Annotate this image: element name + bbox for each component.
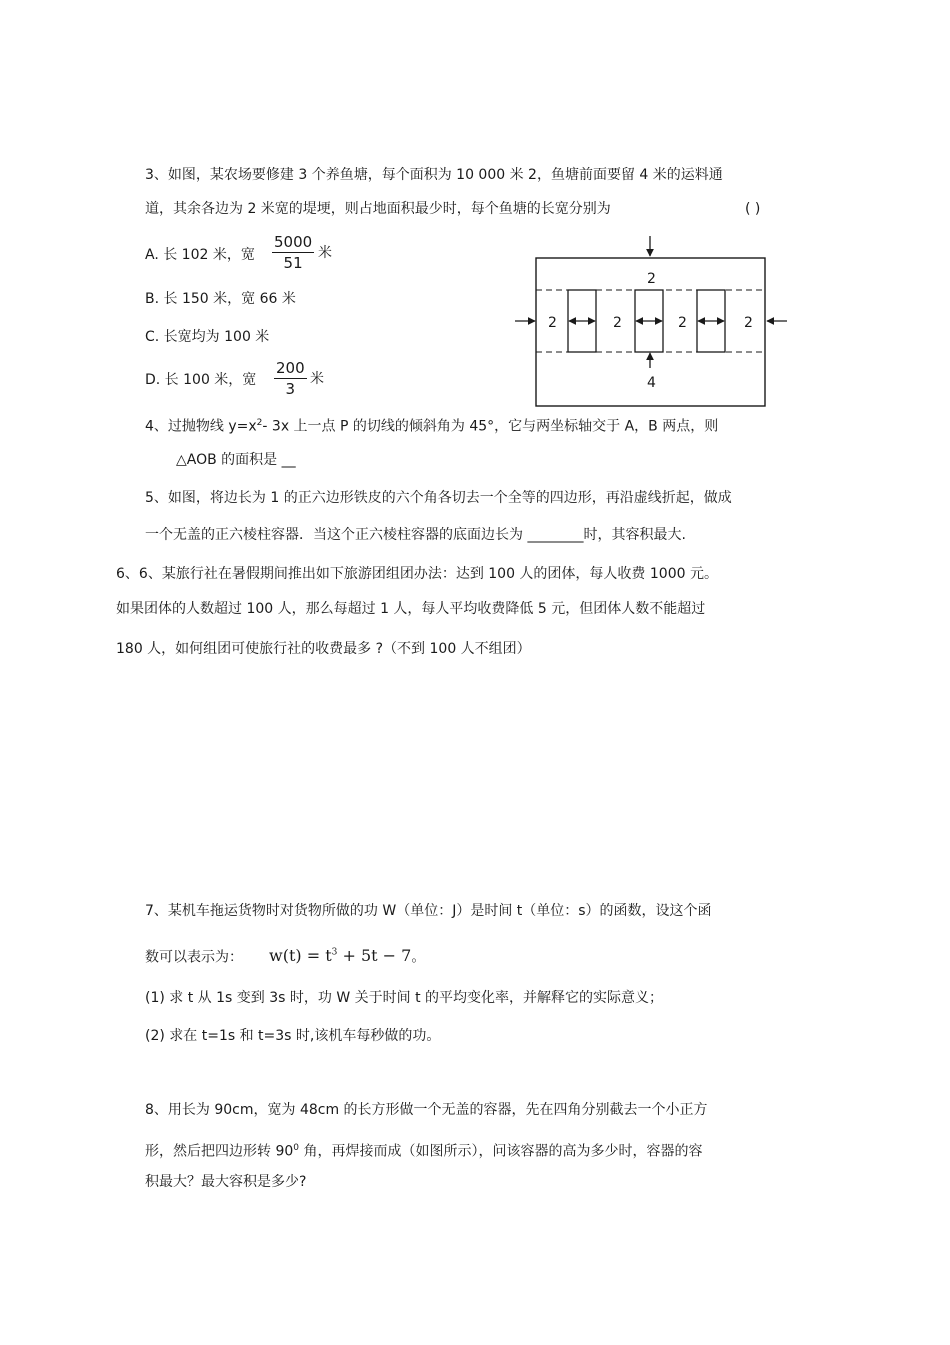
fraction-denominator: 3 [285, 380, 296, 398]
q4-line1-b: - 3x 上一点 P 的切线的倾斜角为 45°，它与两坐标轴交于 A，B 两点，则 [262, 418, 719, 435]
q7-sub2: (2) 求在 t=1s 和 t=3s 时,该机车每秒做的功。 [145, 1028, 441, 1044]
q7-line1: 7、某机车拖运货物时对货物所做的功 W（单位：J）是时间 t（单位：s）的函数，设这个函 [145, 903, 712, 919]
label-gap-2: 2 [678, 315, 687, 331]
q7-formula-a: w(t) = t [269, 946, 332, 966]
label-channel-width: 4 [647, 375, 656, 391]
q3-option-a-unit: 米 [318, 245, 332, 261]
q7-line2-prefix: 数可以表示为： [145, 949, 243, 966]
q3-option-d-unit: 米 [310, 371, 324, 387]
label-gap-1: 2 [613, 315, 622, 331]
q3-option-b: B. 长 150 米，宽 66 米 [145, 291, 296, 307]
q7-formula [269, 946, 411, 965]
label-top-width: 2 [647, 271, 656, 287]
q7-formula-b: + 5t − 7 [337, 946, 412, 966]
q3-answer-paren: ( ) [745, 201, 761, 217]
q6-line1: 6、6、某旅行社在暑假期间推出如下旅游团组团办法：达到 100 人的团体，每人收费 1000 元。 [116, 566, 718, 582]
q3-option-d-fraction [274, 358, 307, 399]
q3-line2: 道，其余各边为 2 米宽的堤埂，则占地面积最少时，每个鱼塘的长宽分别为 [145, 201, 611, 217]
q8-degree-sup: 0 [293, 1143, 299, 1153]
q7-line2 [145, 943, 425, 967]
q4-line2: △AOB 的面积是 __ [176, 452, 296, 468]
q3-option-a: A. 长 102 米，宽 [145, 247, 255, 263]
q5-line1: 5、如图，将边长为 1 的正六边形铁皮的六个角各切去一个全等的四边形，再沿虚线折起，做成 [145, 490, 732, 506]
label-right-width: 2 [744, 315, 753, 331]
q7-formula-exponent: 3 [331, 948, 338, 958]
q4-line1-a: 4、过抛物线 y=x [145, 418, 257, 435]
q3-option-a-fraction [272, 232, 314, 273]
q5-line2: 一个无盖的正六棱柱容器．当这个正六棱柱容器的底面边长为 ________时，其容积最大. [145, 527, 686, 543]
q3-option-c: C. 长宽均为 100 米 [145, 329, 270, 345]
q8-line3: 积最大？最大容积是多少? [145, 1174, 307, 1190]
fraction-denominator: 51 [283, 254, 303, 272]
q6-line2: 如果团体的人数超过 100 人，那么每超过 1 人，每人平均收费降低 5 元，但团体人数不能超过 [116, 601, 706, 617]
q8-line2 [145, 1138, 702, 1162]
fraction-numerator: 5000 [274, 233, 313, 251]
label-left-width: 2 [548, 315, 557, 331]
fish-pond-diagram [510, 232, 795, 412]
q7-sub1: (1) 求 t 从 1s 变到 3s 时，功 W 关于时间 t 的平均变化率，并解释它的实际意义； [145, 990, 664, 1006]
q3-line1: 3、如图，某农场要修建 3 个养鱼塘，每个面积为 10 000 米 2，鱼塘前面要留 4 米的运料通 [145, 167, 723, 183]
q4-line1 [145, 413, 718, 437]
q8-line2-b: 角，再焊接而成（如图所示），问该容器的高为多少时，容器的容 [299, 1143, 703, 1160]
q6-line3: 180 人，如何组团可使旅行社的收费最多 ?（不到 100 人不组团） [116, 641, 531, 657]
q3-option-d: D. 长 100 米，宽 [145, 372, 257, 388]
q8-line2-a: 形，然后把四边形转 90 [145, 1143, 294, 1160]
q8-line1: 8、用长为 90cm，宽为 48cm 的长方形做一个无盖的容器，先在四角分别截去一个小正方 [145, 1102, 708, 1118]
q4-exponent: 2 [256, 418, 263, 428]
fraction-numerator: 200 [276, 359, 305, 377]
q7-formula-end: 。 [411, 949, 426, 966]
